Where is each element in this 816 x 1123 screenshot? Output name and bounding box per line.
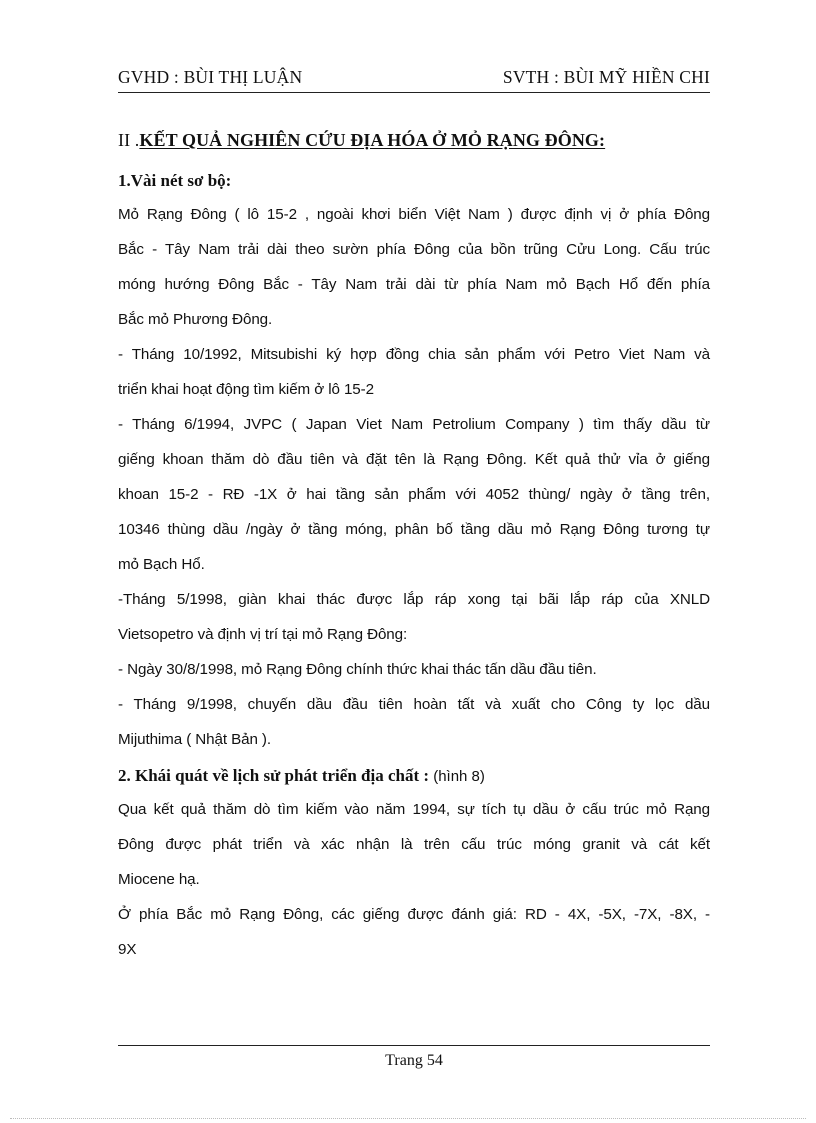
paragraph-line: - Tháng 6/1994, JVPC ( Japan Viet Nam Petrolium Company ) tìm thấy dầu từ <box>118 416 710 433</box>
figure-reference: (hình 8) <box>429 768 485 785</box>
paragraph-line: Đông được phát triển và xác nhận là trên cấu trúc móng granit và cát kết <box>118 836 710 853</box>
paragraph-line: triển khai hoạt động tìm kiếm ở lô 15-2 <box>118 381 374 398</box>
paragraph-line: -Tháng 5/1998, giàn khai thác được lắp ráp xong tại bãi lắp ráp của XNLD <box>118 591 710 608</box>
footer-divider <box>118 1045 710 1046</box>
paragraph-line: - Tháng 9/1998, chuyến dầu đầu tiên hoàn tất và xuất cho Công ty lọc dầu <box>118 696 710 713</box>
paragraph-line: Bắc - Tây Nam trải dài theo sườn phía Đông của bồn trũng Cửu Long. Cấu trúc <box>118 241 710 258</box>
subsection-heading-1: 1.Vài nét sơ bộ: <box>118 171 232 190</box>
subsection-heading-2-text: 2. Khái quát về lịch sử phát triển địa chất : <box>118 766 430 785</box>
paragraph-line: - Ngày 30/8/1998, mỏ Rạng Đông chính thức khai thác tấn dầu đầu tiên. <box>118 661 597 678</box>
header-student: SVTH : BÙI MỸ HIỀN CHI <box>502 67 710 87</box>
paragraph-line: 10346 thùng dầu /ngày ở tầng móng, phân bố tầng dầu mỏ Rạng Đông tương tự <box>118 521 710 538</box>
paragraph-line: khoan 15-2 - RĐ -1X ở hai tầng sản phẩm với 4052 thùng/ ngày ở tầng trên, <box>118 486 710 503</box>
page-number: Trang 54 <box>385 1052 443 1069</box>
paragraph-line: giếng khoan thăm dò đầu tiên và đặt tên là Rạng Đông. Kết quả thử vỉa ở giếng <box>118 451 710 468</box>
paragraph-line: Mỏ Rạng Đông ( lô 15-2 , ngoài khơi biển Việt Nam ) được định vị ở phía Đông <box>118 206 710 223</box>
paragraph-line: 9X <box>118 941 137 958</box>
paragraph-line: Qua kết quả thăm dò tìm kiếm vào năm 1994, sự tích tụ dầu ở cấu trúc mỏ Rạng <box>118 801 710 818</box>
section-title-prefix: II . <box>118 130 140 150</box>
subsection-heading-2 <box>118 766 710 786</box>
paragraph-line: Mijuthima ( Nhật Bản ). <box>118 731 272 748</box>
page-header <box>118 62 710 93</box>
paragraph-line: - Tháng 10/1992, Mitsubishi ký hợp đồng chia sản phẩm với Petro Viet Nam và <box>118 346 710 363</box>
paragraph-line: Vietsopetro và định vị trí tại mỏ Rạng Đông: <box>118 626 408 643</box>
paragraph-line: Miocene hạ. <box>118 871 200 888</box>
section-title <box>118 130 710 151</box>
page-bottom-border <box>10 1118 806 1119</box>
paragraph-line: móng hướng Đông Bắc - Tây Nam trải dài từ phía Nam mỏ Bạch Hổ đến phía <box>118 276 710 293</box>
header-advisor: GVHD : BÙI THỊ LUẬN <box>118 67 303 87</box>
section-title-text: KẾT QUẢ NGHIÊN CỨU ĐỊA HÓA Ở MỎ RẠNG ĐÔNG: <box>139 130 606 150</box>
paragraph-line: mỏ Bạch Hổ. <box>118 556 205 573</box>
paragraph-line: Bắc mỏ Phương Đông. <box>118 311 273 328</box>
paragraph-line: Ở phía Bắc mỏ Rạng Đông, các giếng được đánh giá: RD - 4X, -5X, -7X, -8X, - <box>118 906 710 923</box>
